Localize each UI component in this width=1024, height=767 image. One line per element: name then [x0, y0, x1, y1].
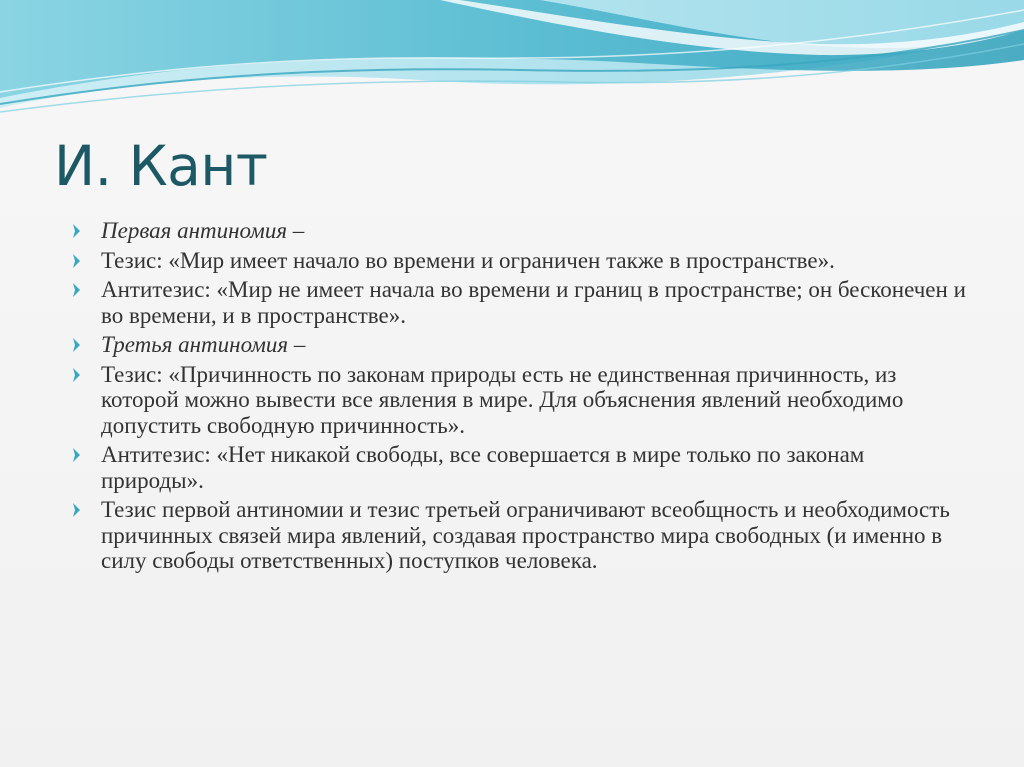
bullet-item — [72, 442, 972, 493]
bullet-item — [72, 497, 972, 574]
bullet-item — [72, 218, 972, 244]
bullet-arrow-icon — [72, 223, 82, 239]
bullet-text: Тезис: «Мир имеет начало во времени и ограничен также в пространстве». — [101, 247, 835, 273]
bullet-text: Первая антиномия – — [101, 218, 305, 243]
bullet-text: Третья антиномия – — [101, 332, 306, 357]
header-wave-decoration — [0, 0, 1024, 120]
bullet-arrow-icon — [72, 502, 82, 518]
bullet-arrow-icon — [72, 253, 82, 269]
bullet-item — [72, 362, 972, 439]
bullet-text: Антитезис: «Мир не имеет начала во времени и границ в пространстве; он бесконечен и во времени, и в пространстве». — [101, 277, 966, 328]
bullet-text: Тезис: «Причинность по законам природы есть не единственная причинность, из которой можно вывести все явления в мире. Для объяснения явлений необходимо допустить свободную причинность». — [101, 361, 904, 438]
bullet-text: Тезис первой антиномии и тезис третьей ограничивают всеобщность и необходимость причинных связей мира явлений, создавая пространство мира свободных (и именно в силу свободы ответственных) поступков человека. — [101, 497, 950, 573]
bullet-text: Антитезис: «Нет никакой свободы, все совершается в мире только по законам природы». — [101, 442, 865, 493]
bullet-item — [72, 277, 972, 328]
bullet-item — [72, 332, 972, 358]
bullet-arrow-icon — [72, 282, 82, 298]
slide-title: И. Кант — [54, 134, 268, 198]
bullet-item — [72, 248, 972, 274]
bullet-arrow-icon — [72, 337, 82, 353]
bullet-list — [72, 218, 972, 578]
bullet-arrow-icon — [72, 367, 82, 383]
bullet-arrow-icon — [72, 447, 82, 463]
